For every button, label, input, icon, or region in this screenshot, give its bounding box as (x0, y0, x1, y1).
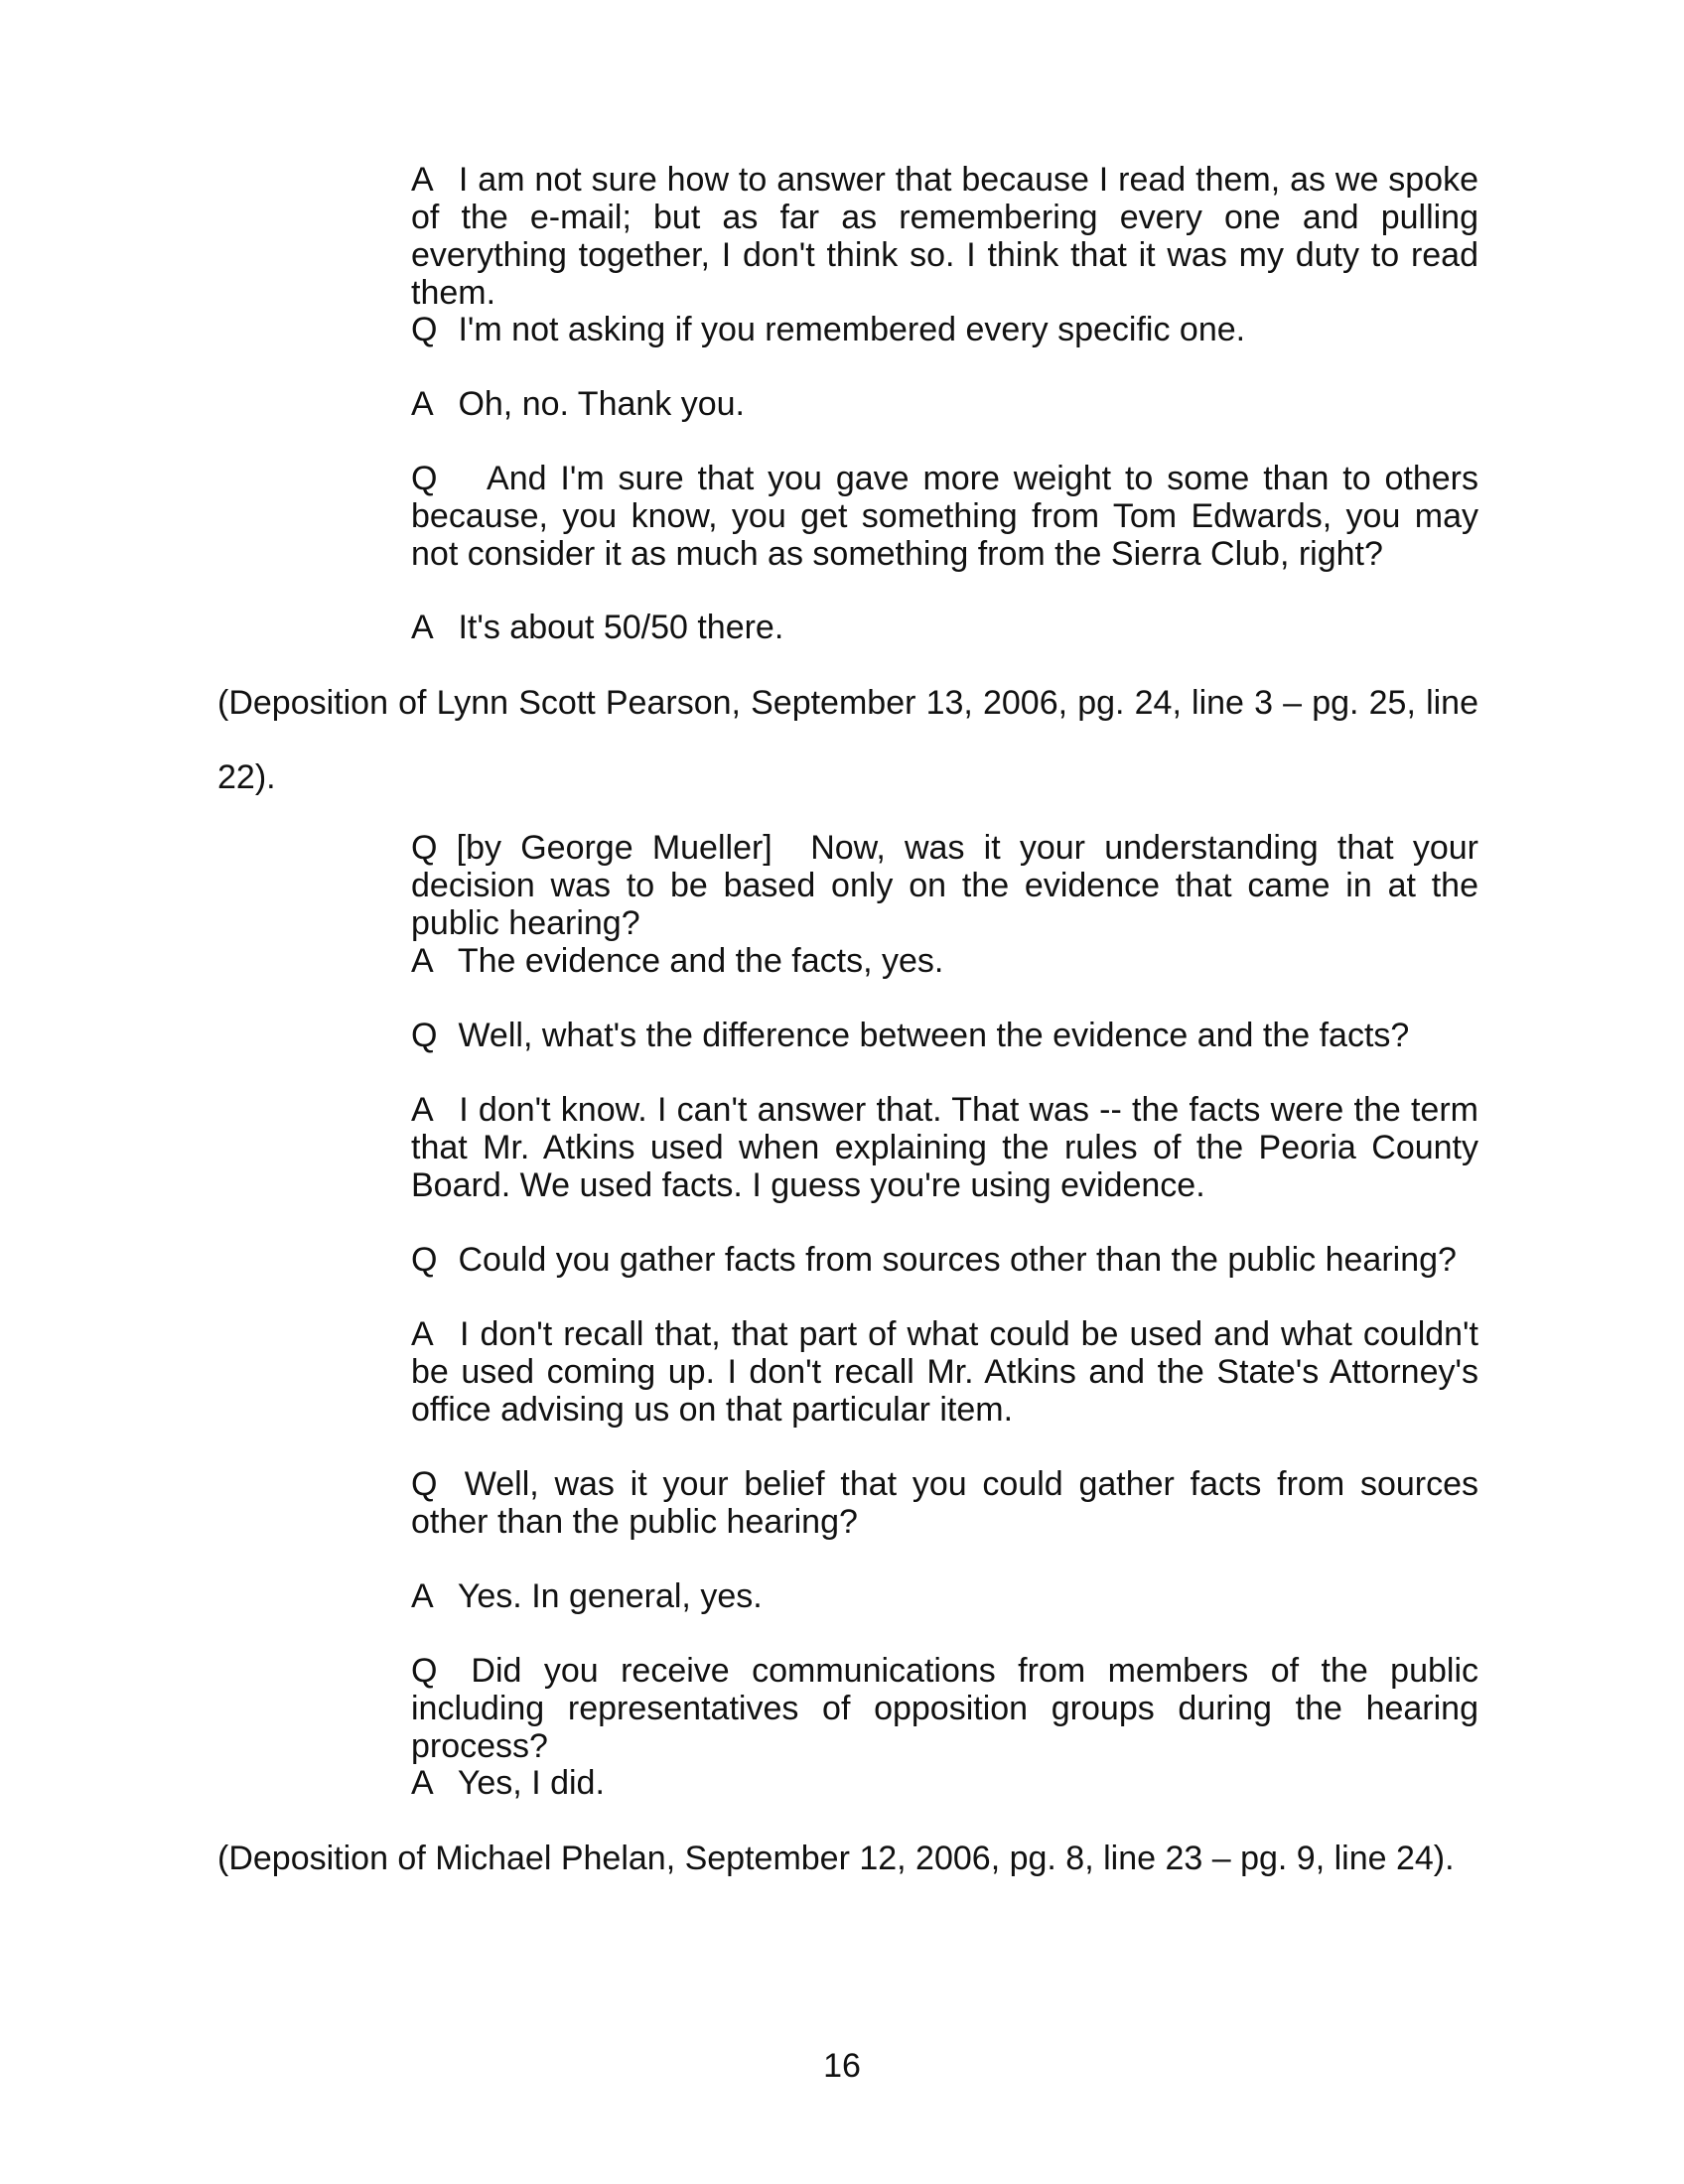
transcript-text: Well, what's the difference between the evidence and the facts? (458, 1017, 1410, 1054)
speaker-label: A (411, 1315, 434, 1353)
speaker-label: A (411, 385, 434, 423)
speaker-label: A (411, 942, 434, 980)
speaker-label: A (411, 609, 434, 646)
transcript-text: I am not sure how to answer that because I read them, as we spoke of the e-mail; but as far as remembering every one and pulling everything together, I don't think so. I think that it was my duty to read them. (411, 161, 1478, 312)
transcript-answer (411, 385, 1478, 423)
deposition-citation: (Deposition of Lynn Scott Pearson, September 13, 2006, pg. 24, line 3 – pg. 25, line (217, 684, 1478, 722)
speaker-label: Q (411, 460, 438, 497)
transcript-answer (411, 1764, 1478, 1802)
transcript-question (411, 1241, 1478, 1279)
transcript-question (411, 1652, 1478, 1765)
speaker-label: Q (411, 1017, 438, 1054)
transcript-text: The evidence and the facts, yes. (457, 942, 944, 980)
transcript-answer (411, 161, 1478, 312)
deposition-citation: (Deposition of Michael Phelan, September 12, 2006, pg. 8, line 23 – pg. 9, line 24). (217, 1840, 1455, 1877)
transcript-answer (411, 1091, 1478, 1204)
transcript-question (411, 1017, 1478, 1054)
transcript-answer (411, 1577, 1478, 1615)
page-number: 16 (823, 2047, 861, 2085)
transcript-answer (411, 609, 1478, 646)
transcript-text: I'm not asking if you remembered every specific one. (458, 311, 1246, 348)
transcript-text: Well, was it your belief that you could gather facts from sources other than the public hearing? (411, 1465, 1478, 1541)
deposition-citation-continued: 22). (217, 758, 276, 796)
transcript-answer (411, 942, 1478, 980)
transcript-text: Yes. In general, yes. (457, 1577, 763, 1615)
transcript-question (411, 311, 1478, 348)
speaker-label: Q (411, 311, 438, 348)
transcript-text: I don't know. I can't answer that. That was -- the facts were the term that Mr. Atkins used when explaining the rules of the Peoria County Board. We used facts. I guess you're using evidence. (411, 1091, 1478, 1204)
transcript-text: It's about 50/50 there. (458, 609, 784, 646)
transcript-text: I don't recall that, that part of what could be used and what couldn't be used coming up. I don't recall Mr. Atkins and the State's Attorney's office advising us on that particular item. (411, 1315, 1478, 1429)
transcript-question (411, 1465, 1478, 1541)
speaker-label: A (411, 1577, 434, 1615)
speaker-label: A (411, 161, 434, 199)
speaker-label: A (411, 1091, 434, 1129)
speaker-label: Q (411, 1241, 438, 1279)
transcript-question (411, 829, 1478, 942)
speaker-label: A (411, 1764, 434, 1802)
transcript-answer (411, 1315, 1478, 1429)
transcript-text: Did you receive communications from members of the public including representatives of opposition groups during the hearing process? (411, 1652, 1478, 1765)
transcript-text: Yes, I did. (457, 1764, 605, 1802)
transcript-text: Oh, no. Thank you. (458, 385, 746, 423)
speaker-label: Q (411, 1465, 438, 1503)
transcript-text: Now, was it your understanding that your decision was to be based only on the evidence that came in at the public hearing? (411, 829, 1478, 942)
transcript-text: And I'm sure that you gave more weight to some than to others because, you know, you get something from Tom Edwards, you may not consider it as much as something from the Sierra Club, right? (411, 460, 1478, 573)
speaker-label: Q (411, 1652, 438, 1690)
transcript-text: Could you gather facts from sources other than the public hearing? (458, 1241, 1457, 1279)
transcript-question (411, 460, 1478, 573)
speaker-label: Q [by George Mueller] (411, 829, 772, 867)
